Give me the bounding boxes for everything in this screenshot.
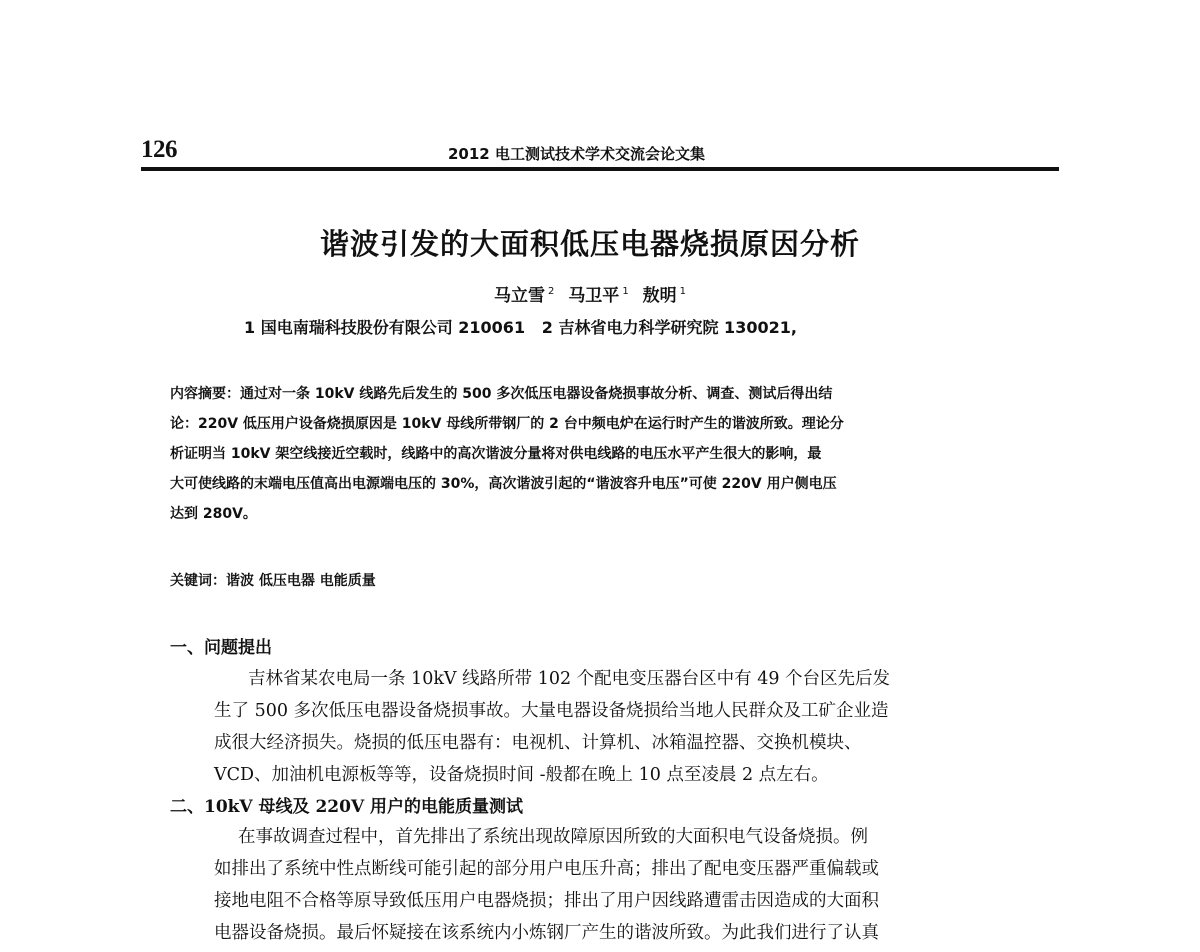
header-rule — [141, 167, 1059, 171]
body-line: 成很大经济损失。烧损的低压电器有：电视机、计算机、冰箱温控器、交换机模块、 — [214, 733, 862, 753]
author-affiliation-mark: 1 — [679, 286, 686, 297]
keywords: 关键词：谐波 低压电器 电能质量 — [170, 573, 376, 589]
running-header: 2012 电工测试技术学术交流会论文集 — [448, 145, 705, 163]
author-2 — [568, 286, 628, 306]
abstract-line: 内容摘要：通过对一条 10kV 线路先后发生的 500 多次低压电器设备烧损事故分析、调查、测试后得出结 — [170, 386, 833, 402]
section-1-body — [214, 663, 1014, 791]
author-name: 敖明 — [642, 286, 677, 306]
author-list — [0, 281, 1180, 306]
abstract-line: 析证明当 10kV 架空线接近空载时，线路中的高次谐波分量将对供电线路的电压水平产生很大的影响，最 — [170, 446, 822, 462]
abstract — [170, 379, 1010, 529]
author-affiliation-mark: 2 — [548, 286, 555, 297]
section-heading-2: 二、10kV 母线及 220V 用户的电能质量测试 — [170, 797, 524, 817]
author-1 — [494, 286, 554, 306]
body-line: 电器设备烧损。最后怀疑接在该系统内小炼钢厂产生的谐波所致。为此我们进行了认真 — [214, 923, 879, 943]
body-line: 生了 500 多次低压电器设备烧损事故。大量电器设备烧损给当地人民群众及工矿企业造 — [214, 701, 889, 721]
body-line: 在事故调查过程中，首先排出了系统出现故障原因所致的大面积电气设备烧损。例 — [238, 827, 868, 847]
author-name: 马立雪 — [494, 286, 546, 306]
body-line: 如排出了系统中性点断线可能引起的部分用户电压升高；排出了配电变压器严重偏载或 — [214, 859, 879, 879]
paper-title: 谐波引发的大面积低压电器烧损原因分析 — [319, 227, 860, 261]
abstract-line: 论：220V 低压用户设备烧损原因是 10kV 母线所带钢厂的 2 台中频电炉在运行时产生的谐波所致。理论分 — [170, 416, 844, 432]
body-line: VCD、加油机电源板等等，设备烧损时间 -般都在晚上 10 点至凌晨 2 点左右。 — [214, 765, 829, 785]
section-2-body — [214, 821, 1014, 949]
body-line: 吉林省某农电局一条 10kV 线路所带 102 个配电变压器台区中有 49 个台区先后发 — [248, 669, 891, 689]
author-name: 马卫平 — [568, 286, 620, 306]
abstract-line: 达到 280V。 — [170, 506, 257, 522]
page-number: 126 — [141, 136, 177, 163]
author-affiliation-mark: 1 — [622, 286, 629, 297]
body-line: 接地电阻不合格等原导致低压用户电器烧损；排出了用户因线路遭雷击因造成的大面积 — [214, 891, 879, 911]
abstract-line: 大可使线路的末端电压值高出电源端电压的 30%，高次谐波引起的“谐波容升电压”可使 220V 用户侧电压 — [170, 476, 837, 492]
affiliations: 1 国电南瑞科技股份有限公司 210061 2 吉林省电力科学研究院 130021, — [244, 318, 797, 337]
section-heading-1: 一、问题提出 — [170, 638, 272, 658]
author-3 — [643, 286, 686, 306]
